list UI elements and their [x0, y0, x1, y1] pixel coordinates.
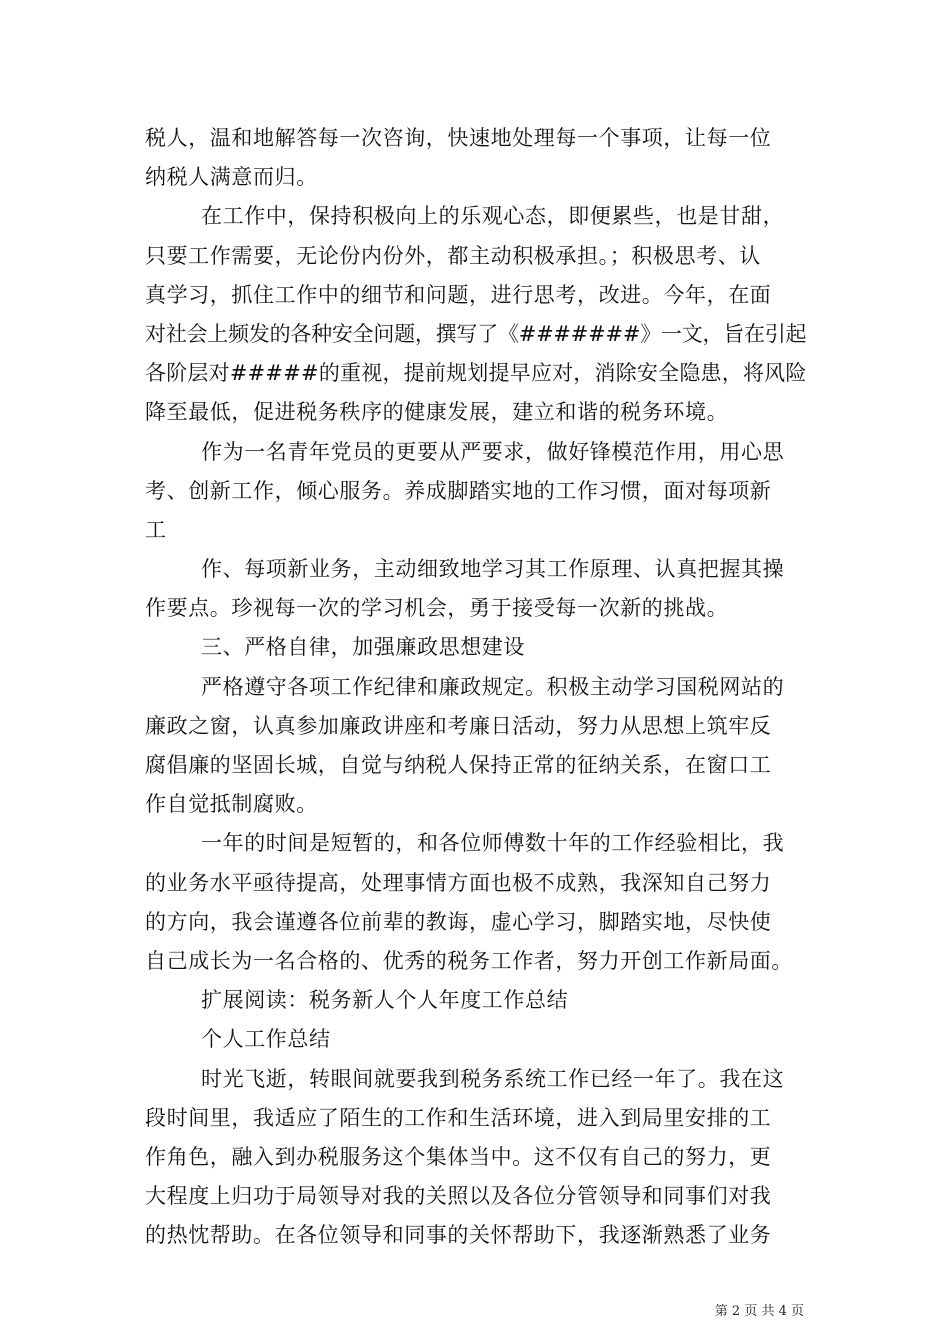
- text-line: 各阶层对#####的重视，提前规划提早应对，消除安全隐患，将风险: [145, 361, 807, 386]
- document-body: [145, 119, 808, 1255]
- text-line: 腐倡廉的坚固长城，自觉与纳税人保持正常的征纳关系，在窗口工: [145, 753, 772, 777]
- text-line: 段时间里，我适应了陌生的工作和生活环境，进入到局里安排的工: [145, 1105, 772, 1130]
- page-number: 第 2 页 共 4 页: [714, 1304, 804, 1319]
- text-line: 作角色，融入到办税服务这个集体当中。这不仅有自己的努力，更: [145, 1144, 772, 1169]
- text-line: 廉政之窗，认真参加廉政讲座和考廉日活动，努力从思想上筑牢反: [145, 713, 772, 738]
- text-line: 严格遵守各项工作纪律和廉政规定。积极主动学习国税网站的: [201, 674, 785, 699]
- text-line: 纳税人满意而归。: [145, 165, 318, 190]
- text-line: 在工作中，保持积极向上的乐观心态，即便累些，也是甘甜，: [201, 204, 785, 229]
- text-line: 的业务水平亟待提高，处理事情方面也极不成熟，我深知自己努力: [145, 870, 772, 895]
- text-line: 工: [145, 517, 167, 542]
- text-line: 作为一名青年党员的更要从严要求，做好锋模范作用，用心思: [201, 439, 785, 464]
- text-line: 的热忱帮助。在各位领导和同事的关怀帮助下，我逐渐熟悉了业务: [145, 1223, 772, 1248]
- text-line: 作要点。珍视每一次的学习机会，勇于接受每一次新的挑战。: [145, 596, 729, 621]
- text-line: 扩展阅读：税务新人个人年度工作总结: [201, 988, 569, 1013]
- text-line: 一年的时间是短暂的，和各位师傅数十年的工作经验相比，我: [201, 831, 785, 856]
- text-line: 考、创新工作，倾心服务。养成脚踏实地的工作习惯，面对每项新: [145, 478, 772, 503]
- text-line: 的方向，我会谨遵各位前辈的教诲，虚心学习，脚踏实地，尽快使: [145, 909, 772, 934]
- text-line: 时光飞逝，转眼间就要我到税务系统工作已经一年了。我在这: [201, 1066, 785, 1091]
- text-line: 降至最低，促进税务秩序的健康发展，建立和谐的税务环境。: [145, 400, 729, 425]
- text-line: 作自觉抵制腐败。: [145, 792, 318, 817]
- text-line: 税人，温和地解答每一次咨询，快速地处理每一个事项，让每一位: [145, 126, 772, 150]
- text-line: 个人工作总结: [201, 1027, 331, 1052]
- text-line: 大程度上归功于局领导对我的关照以及各位分管领导和同事们对我: [145, 1184, 772, 1209]
- text-line: 对社会上频发的各种安全问题，撰写了《#######》一文，旨在引起: [145, 321, 807, 346]
- text-line: 真学习，抓住工作中的细节和问题，进行思考，改进。今年，在面: [145, 282, 772, 307]
- text-line: 作、每项新业务，主动细致地学习其工作原理、认真把握其操: [201, 557, 785, 582]
- text-line: 自己成长为一名合格的、优秀的税务工作者，努力开创工作新局面。: [145, 948, 793, 973]
- text-line: 只要工作需要，无论份内份外，都主动积极承担。；积极思考、认: [145, 243, 761, 268]
- text-line: 三、严格自律，加强廉政思想建设: [201, 635, 525, 660]
